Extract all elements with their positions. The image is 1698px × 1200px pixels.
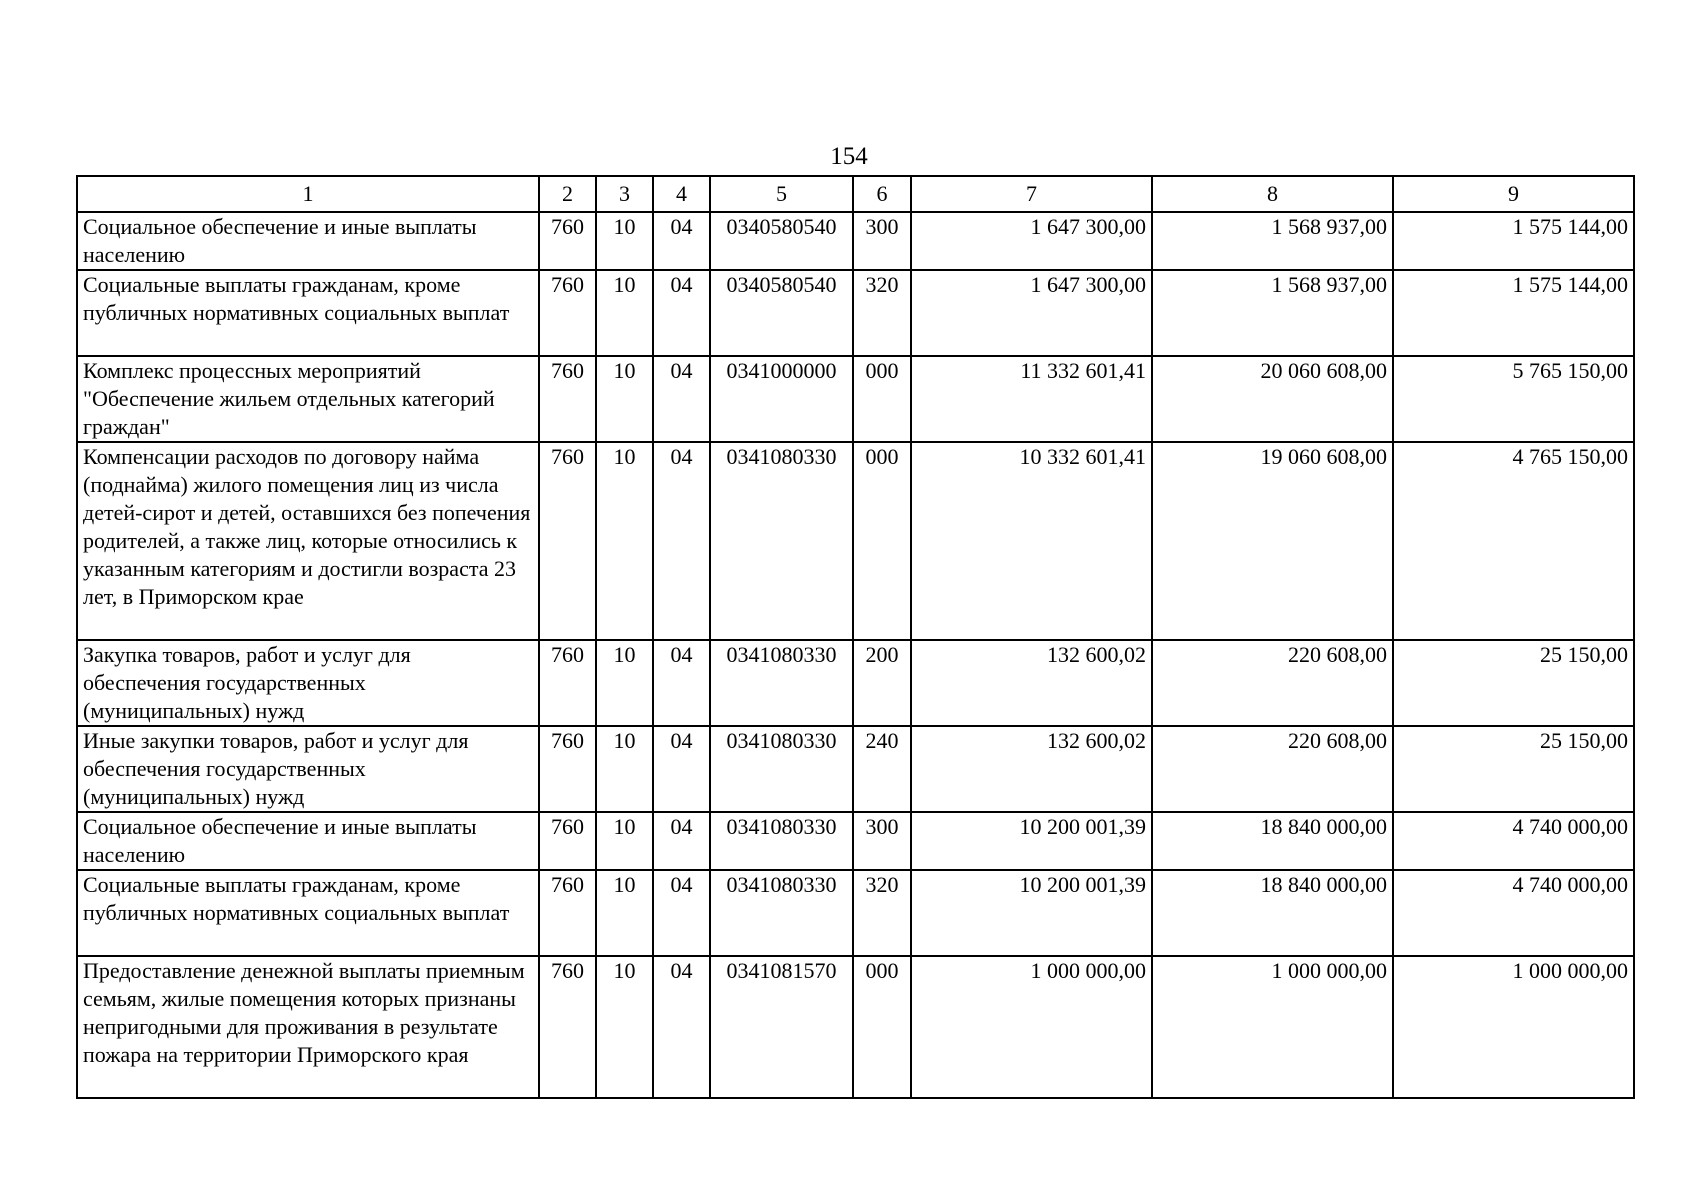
amount-col-7: 132 600,02 xyxy=(911,640,1152,726)
amount-col-9: 4 765 150,00 xyxy=(1393,442,1634,640)
target-article-code: 0341080330 xyxy=(710,870,853,956)
amount-col-9: 1 575 144,00 xyxy=(1393,270,1634,356)
amount-col-8: 19 060 608,00 xyxy=(1152,442,1393,640)
table-row xyxy=(77,270,1634,356)
row-name: Социальное обеспечение и иные выплаты населению xyxy=(77,212,539,270)
section-code: 10 xyxy=(596,442,653,640)
column-header: 9 xyxy=(1393,176,1634,212)
expense-type-code: 200 xyxy=(853,640,911,726)
amount-col-8: 20 060 608,00 xyxy=(1152,356,1393,442)
section-code: 10 xyxy=(596,640,653,726)
amount-col-8: 18 840 000,00 xyxy=(1152,870,1393,956)
row-name: Социальное обеспечение и иные выплаты населению xyxy=(77,812,539,870)
amount-col-8: 1 568 937,00 xyxy=(1152,270,1393,356)
section-code: 10 xyxy=(596,726,653,812)
target-article-code: 0341080330 xyxy=(710,640,853,726)
subsection-code: 04 xyxy=(653,212,710,270)
subsection-code: 04 xyxy=(653,812,710,870)
subsection-code: 04 xyxy=(653,726,710,812)
target-article-code: 0341080330 xyxy=(710,812,853,870)
section-code: 10 xyxy=(596,870,653,956)
row-name: Компенсации расходов по договору найма (поднайма) жилого помещения лиц из числа детей-сирот и детей, оставшихся без попечения родителей, а также лиц, которые относились к указанным категориям и достигли возраста 23 лет, в Приморском крае xyxy=(77,442,539,640)
expense-type-code: 320 xyxy=(853,270,911,356)
row-name: Иные закупки товаров, работ и услуг для обеспечения государственных (муниципальных) нужд xyxy=(77,726,539,812)
section-code: 10 xyxy=(596,270,653,356)
section-code: 10 xyxy=(596,356,653,442)
column-header: 5 xyxy=(710,176,853,212)
amount-col-9: 1 000 000,00 xyxy=(1393,956,1634,1098)
expense-type-code: 300 xyxy=(853,812,911,870)
ministry-code: 760 xyxy=(539,640,596,726)
table-row xyxy=(77,356,1634,442)
row-name: Социальные выплаты гражданам, кроме публичных нормативных социальных выплат xyxy=(77,270,539,356)
target-article-code: 0341081570 xyxy=(710,956,853,1098)
expense-type-code: 000 xyxy=(853,356,911,442)
page-number: 154 xyxy=(830,143,868,170)
target-article-code: 0341080330 xyxy=(710,726,853,812)
target-article-code: 0340580540 xyxy=(710,270,853,356)
expense-type-code: 000 xyxy=(853,956,911,1098)
amount-col-7: 11 332 601,41 xyxy=(911,356,1152,442)
subsection-code: 04 xyxy=(653,270,710,356)
row-name: Предоставление денежной выплаты приемным семьям, жилые помещения которых признаны непригодными для проживания в результате пожара на территории Приморского края xyxy=(77,956,539,1098)
ministry-code: 760 xyxy=(539,870,596,956)
column-header: 4 xyxy=(653,176,710,212)
amount-col-7: 132 600,02 xyxy=(911,726,1152,812)
amount-col-8: 18 840 000,00 xyxy=(1152,812,1393,870)
ministry-code: 760 xyxy=(539,212,596,270)
target-article-code: 0341000000 xyxy=(710,356,853,442)
column-header: 6 xyxy=(853,176,911,212)
table-row xyxy=(77,442,1634,640)
ministry-code: 760 xyxy=(539,442,596,640)
ministry-code: 760 xyxy=(539,726,596,812)
ministry-code: 760 xyxy=(539,270,596,356)
amount-col-9: 25 150,00 xyxy=(1393,640,1634,726)
amount-col-8: 1 568 937,00 xyxy=(1152,212,1393,270)
expense-type-code: 000 xyxy=(853,442,911,640)
amount-col-7: 1 647 300,00 xyxy=(911,270,1152,356)
subsection-code: 04 xyxy=(653,640,710,726)
column-number-row xyxy=(77,176,1634,212)
subsection-code: 04 xyxy=(653,870,710,956)
amount-col-7: 1 647 300,00 xyxy=(911,212,1152,270)
amount-col-9: 1 575 144,00 xyxy=(1393,212,1634,270)
row-name: Социальные выплаты гражданам, кроме публичных нормативных социальных выплат xyxy=(77,870,539,956)
column-header: 1 xyxy=(77,176,539,212)
amount-col-7: 10 200 001,39 xyxy=(911,812,1152,870)
table-row xyxy=(77,212,1634,270)
section-code: 10 xyxy=(596,956,653,1098)
ministry-code: 760 xyxy=(539,812,596,870)
amount-col-9: 4 740 000,00 xyxy=(1393,870,1634,956)
target-article-code: 0340580540 xyxy=(710,212,853,270)
column-header: 7 xyxy=(911,176,1152,212)
target-article-code: 0341080330 xyxy=(710,442,853,640)
amount-col-9: 4 740 000,00 xyxy=(1393,812,1634,870)
budget-table xyxy=(76,175,1635,1099)
amount-col-9: 5 765 150,00 xyxy=(1393,356,1634,442)
expense-type-code: 240 xyxy=(853,726,911,812)
table-row xyxy=(77,870,1634,956)
section-code: 10 xyxy=(596,812,653,870)
expense-type-code: 300 xyxy=(853,212,911,270)
column-header: 2 xyxy=(539,176,596,212)
row-name: Закупка товаров, работ и услуг для обеспечения государственных (муниципальных) нужд xyxy=(77,640,539,726)
amount-col-7: 1 000 000,00 xyxy=(911,956,1152,1098)
amount-col-7: 10 200 001,39 xyxy=(911,870,1152,956)
subsection-code: 04 xyxy=(653,356,710,442)
subsection-code: 04 xyxy=(653,442,710,640)
ministry-code: 760 xyxy=(539,956,596,1098)
column-header: 8 xyxy=(1152,176,1393,212)
table-row xyxy=(77,726,1634,812)
row-name: Комплекс процессных мероприятий "Обеспечение жильем отдельных категорий граждан" xyxy=(77,356,539,442)
section-code: 10 xyxy=(596,212,653,270)
amount-col-8: 220 608,00 xyxy=(1152,726,1393,812)
amount-col-8: 220 608,00 xyxy=(1152,640,1393,726)
amount-col-7: 10 332 601,41 xyxy=(911,442,1152,640)
table-row xyxy=(77,640,1634,726)
table-row xyxy=(77,812,1634,870)
column-header: 3 xyxy=(596,176,653,212)
expense-type-code: 320 xyxy=(853,870,911,956)
subsection-code: 04 xyxy=(653,956,710,1098)
amount-col-8: 1 000 000,00 xyxy=(1152,956,1393,1098)
table-row xyxy=(77,956,1634,1098)
amount-col-9: 25 150,00 xyxy=(1393,726,1634,812)
ministry-code: 760 xyxy=(539,356,596,442)
